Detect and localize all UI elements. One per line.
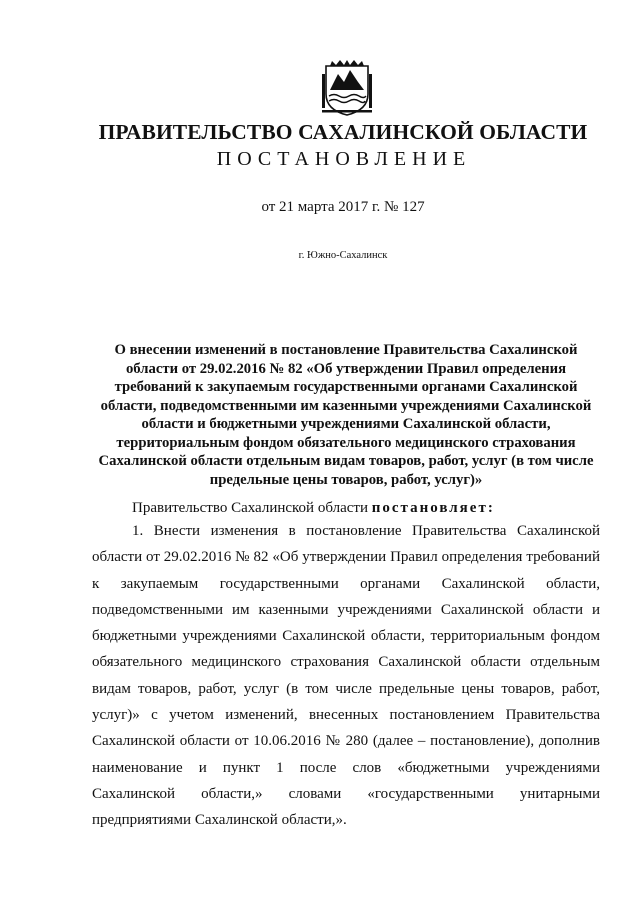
document-subject: О внесении изменений в постановление Правительства Сахалинской области от 29.02.2016 № 82 «Об утверждении Правил определения требований к закупаемым государственными органами Сахалинской области, подведомственными им казенными учреждениями Сахалинской области и бюджетными учреждениями Сахалинской области, территориальным фондом обязательного медицинского страхования Сахалинской области отдельным видам товаров, работ, услуг (в том числе предельные цены товаров, работ, услуг)» — [98, 342, 594, 488]
decree-statement — [132, 500, 495, 517]
paragraph-1: 1. Внести изменения в постановление Правительства Сахалинской области от 29.02.2016 № 82 «Об утверждении Правил определения требований к закупаемым государственными органами Сахалинской области, подведомственными им казенными учреждениями Сахалинской области и бюджетными учреждениями Сахалинской области, территориальным фондом обязательного медицинского страхования Сахалинской области отдельным видам товаров, работ, услуг (в том числе предельные цены товаров, работ, услуг)» с учетом изменений, внесенных постановлением Правительства Сахалинской области от 10.06.2016 № 280 (далее – постановление), дополнив наименование и пункт 1 после слов «бюджетными учреждениями Сахалинской области,» словами «государственными унитарными предприятиями Сахалинской области,». — [92, 523, 600, 829]
document-city: г. Южно-Сахалинск — [298, 250, 388, 261]
document-type: ПОСТАНОВЛЕНИЕ — [216, 148, 472, 170]
document-date-number: от 21 марта 2017 г. № 127 — [261, 199, 425, 215]
government-title: ПРАВИТЕЛЬСТВО САХАЛИНСКОЙ ОБЛАСТИ — [98, 120, 588, 144]
decree-prefix: Правительство Сахалинской области — [132, 500, 368, 516]
sakhalin-coat-of-arms-icon — [322, 60, 372, 116]
decree-word: постановляет: — [371, 500, 495, 516]
